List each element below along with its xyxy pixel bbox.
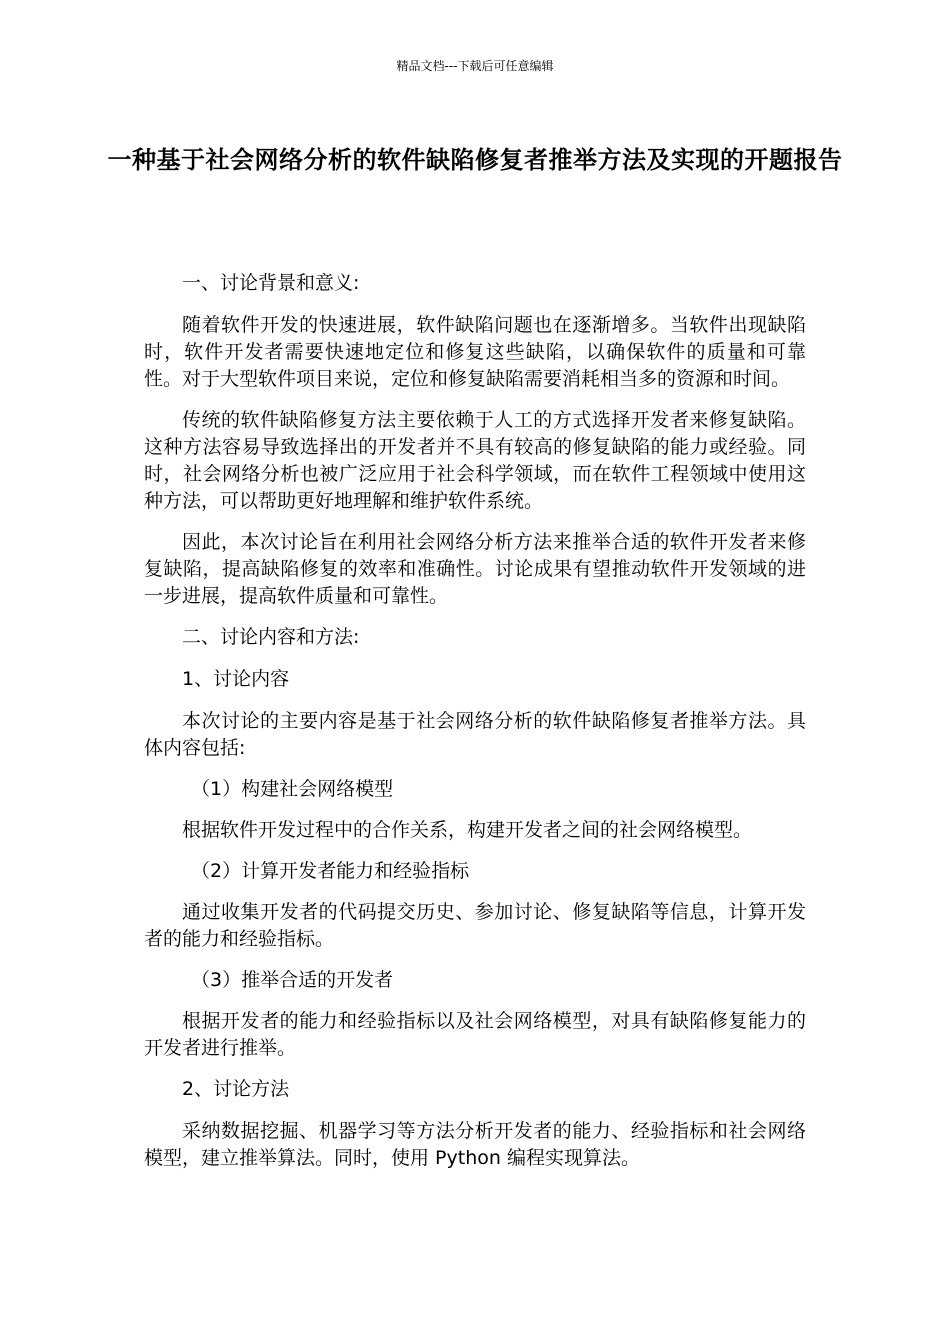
- list-item-heading: （3）推举合适的开发者: [191, 969, 394, 991]
- list-item-heading: （1）构建社会网络模型: [191, 778, 394, 800]
- list-item-heading: （2）计算开发者能力和经验指标: [191, 860, 470, 882]
- paragraph: 通过收集开发者的代码提交历史、参加讨论、修复缺陷等信息，计算开发者的能力和经验指标。: [144, 901, 806, 950]
- page-header: 精品文档---下载后可任意编辑: [396, 59, 554, 73]
- paragraph: 随着软件开发的快速进展，软件缺陷问题也在逐渐增多。当软件出现缺陷时，软件开发者需要快速地定位和修复这些缺陷，以确保软件的质量和可靠性。对于大型软件项目来说，定位和修复缺陷需要消耗相当多的资源和时间。: [144, 314, 806, 390]
- section-heading-content-methods: 二、讨论内容和方法:: [182, 626, 360, 648]
- paragraph: 采纳数据挖掘、机器学习等方法分析开发者的能力、经验指标和社会网络模型，建立推举算法。同时，使用 Python 编程实现算法。: [144, 1120, 806, 1169]
- section-heading-background: 一、讨论背景和意义:: [182, 272, 360, 294]
- paragraph: 因此，本次讨论旨在利用社会网络分析方法来推举合适的软件开发者来修复缺陷，提高缺陷修复的效率和准确性。讨论成果有望推动软件开发领域的进一步进展，提高软件质量和可靠性。: [144, 531, 806, 607]
- subsection-heading-content: 1、讨论内容: [182, 668, 290, 690]
- document-title: 一种基于社会网络分析的软件缺陷修复者推举方法及实现的开题报告: [107, 146, 843, 174]
- document-body: [144, 270, 806, 1186]
- paragraph: 根据软件开发过程中的合作关系，构建开发者之间的社会网络模型。: [182, 819, 753, 841]
- subsection-heading-methods: 2、讨论方法: [182, 1078, 290, 1100]
- paragraph: 传统的软件缺陷修复方法主要依赖于人工的方式选择开发者来修复缺陷。这种方法容易导致选择出的开发者并不具有较高的修复缺陷的能力或经验。同时，社会网络分析也被广泛应用于社会科学领域，而在软件工程领域中使用这种方法，可以帮助更好地理解和维护软件系统。: [144, 409, 806, 512]
- paragraph: 根据开发者的能力和经验指标以及社会网络模型，对具有缺陷修复能力的开发者进行推举。: [144, 1010, 806, 1059]
- paragraph: 本次讨论的主要内容是基于社会网络分析的软件缺陷修复者推举方法。具体内容包括:: [144, 710, 806, 759]
